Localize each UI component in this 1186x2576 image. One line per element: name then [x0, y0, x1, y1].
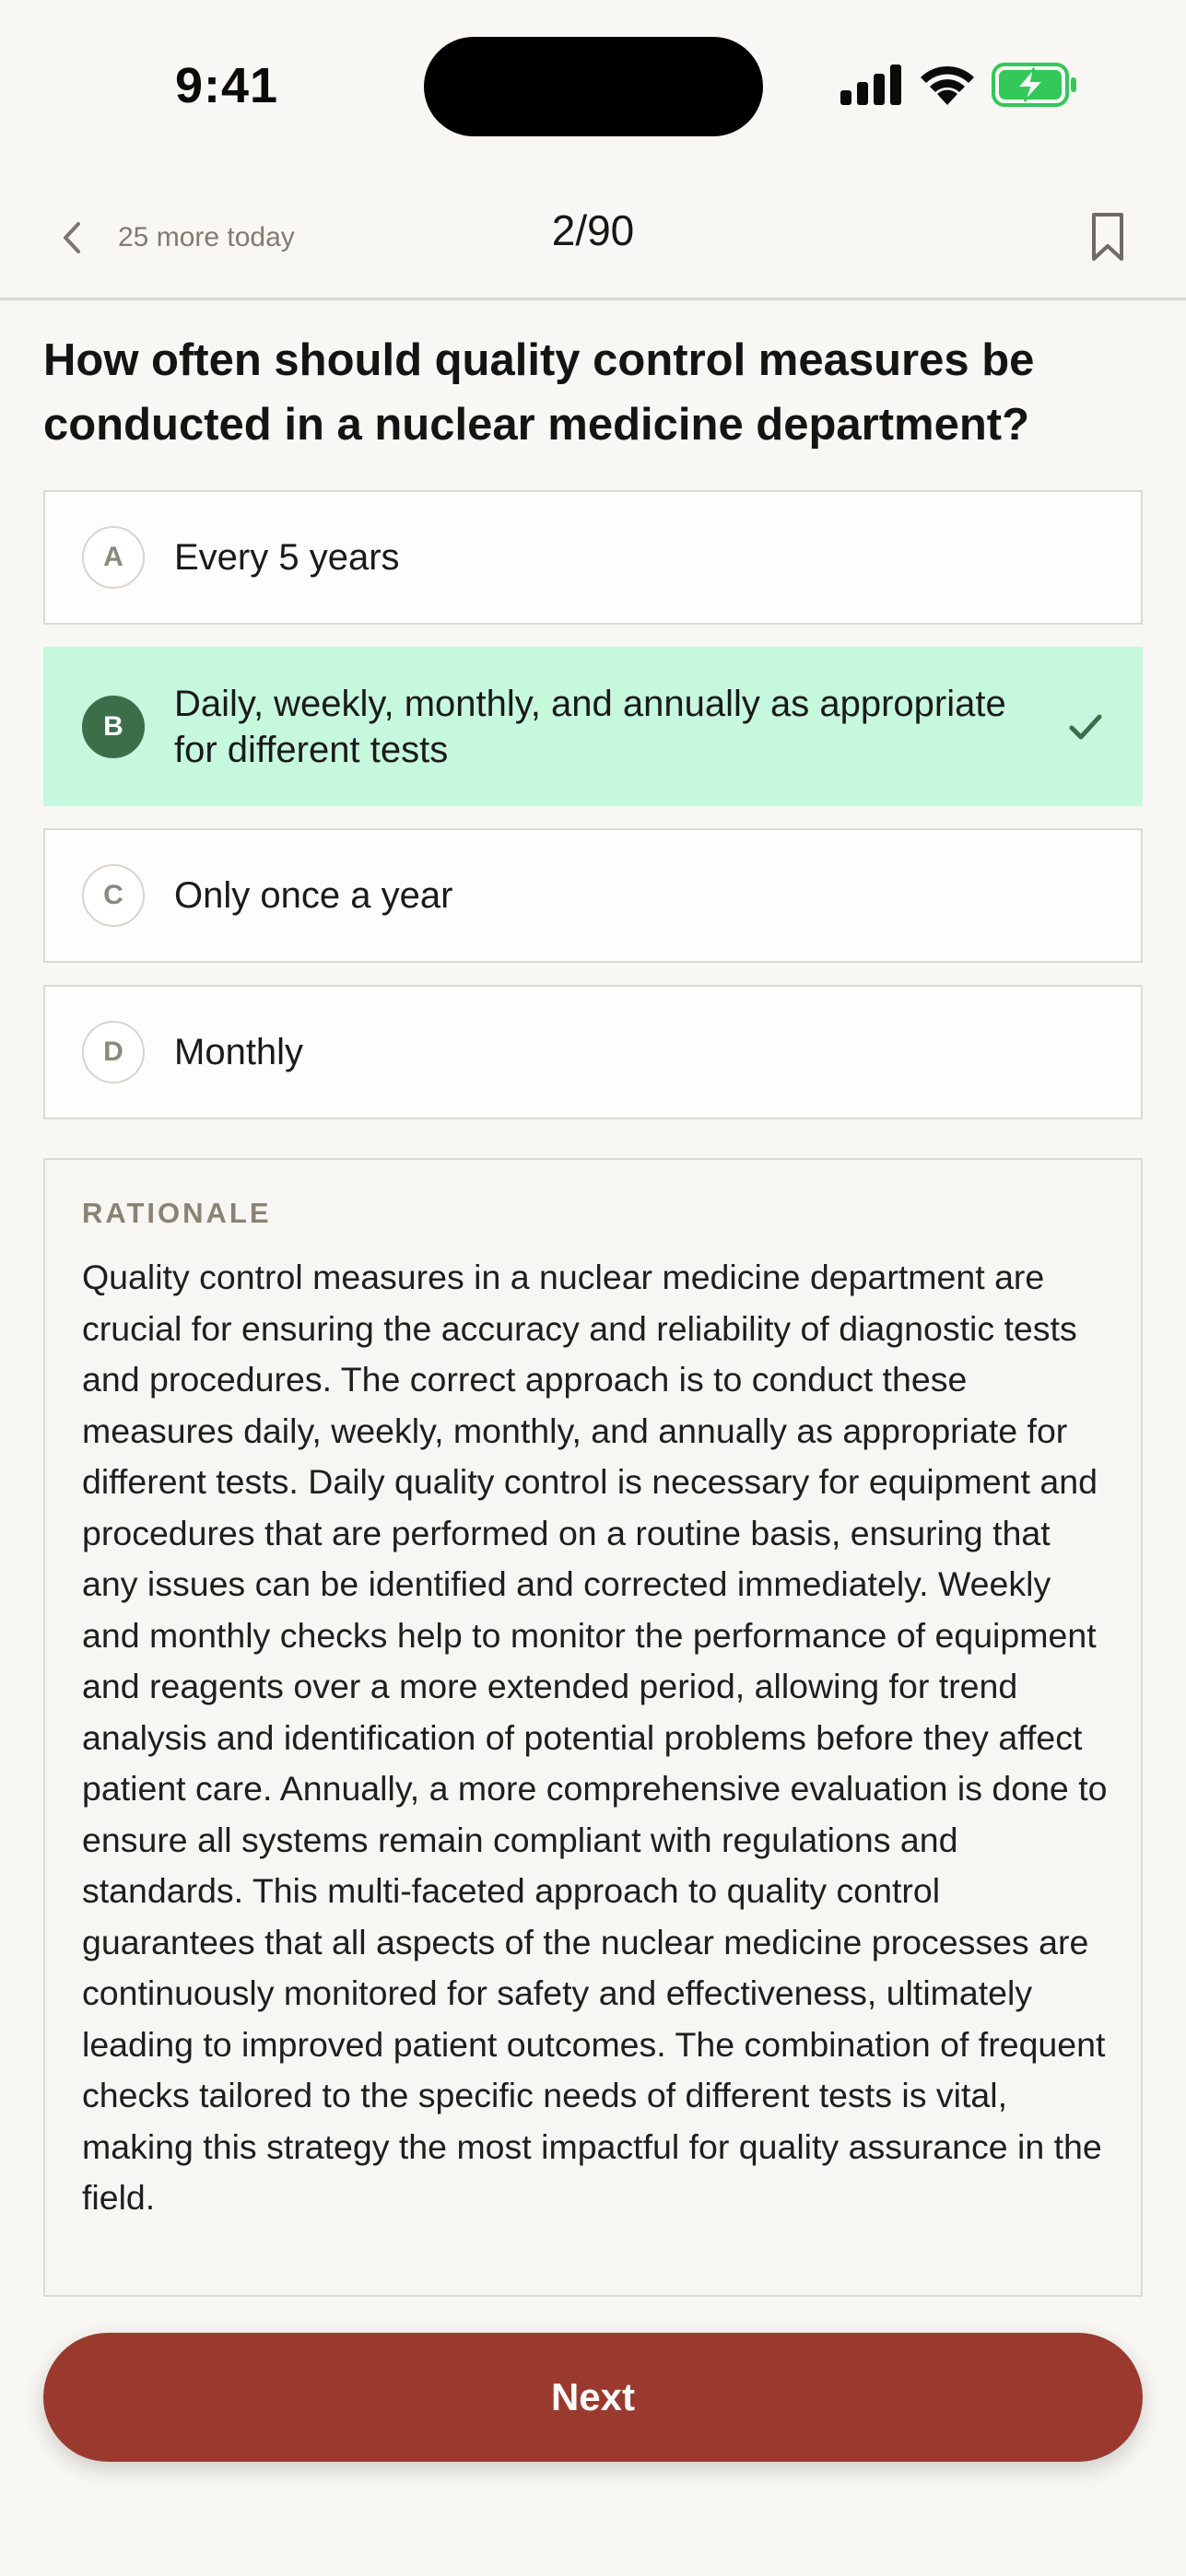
dynamic-island	[424, 37, 763, 136]
option-letter-badge: D	[82, 1021, 145, 1083]
back-button[interactable]	[48, 208, 94, 267]
question-title: How often should quality control measures be conducted in a nuclear medicine department?	[43, 335, 1035, 450]
chevron-left-icon	[60, 220, 82, 255]
progress-counter: 2/90	[551, 206, 635, 254]
remaining-today-label: 25 more today	[118, 222, 295, 252]
option-text: Daily, weekly, monthly, and annually as appropriate for different tests	[174, 683, 1006, 770]
next-button[interactable]: Next	[43, 2333, 1143, 2462]
option-text: Every 5 years	[174, 537, 400, 578]
option-letter-badge: C	[82, 864, 145, 927]
battery-charging-icon	[992, 63, 1078, 107]
bookmark-icon	[1090, 211, 1125, 263]
option-d[interactable]	[43, 985, 1143, 1119]
option-b[interactable]	[43, 647, 1143, 806]
checkmark-icon	[1069, 713, 1102, 741]
option-c[interactable]	[43, 828, 1143, 963]
rationale-heading: RATIONALE	[82, 1197, 272, 1229]
rationale-body: Quality control measures in a nuclear medicine department are crucial for ensuring the accuracy and reliability of diagnostic tests and procedures. The correct approach is to conduct these measures daily, weekly, monthly, and annually as appropriate for different tests. Daily quality control is necessary for equipment and procedures that are performed on a routine basis, ensuring that any issues can be identified and corrected immediately. Weekly and monthly checks help to monitor the performance of equipment and reagents over a more extended period, allowing for trend analysis and identification of potential problems before they affect patient care. Annually, a more comprehensive evaluation is done to ensure all systems remain compliant with regulations and standards. This multi-faceted approach to quality control guarantees that all aspects of the nuclear medicine processes are continuously monitored for safety and effectiveness, ultimately leading to improved patient outcomes. The combination of frequent checks tailored to the specific needs of different tests is vital, making this strategy the most impactful for quality assurance in the field.	[82, 1258, 1108, 2217]
signal-icon	[840, 64, 901, 105]
status-time: 9:41	[175, 58, 279, 113]
option-a[interactable]	[43, 490, 1143, 625]
bookmark-button[interactable]	[1086, 205, 1130, 269]
option-text: Monthly	[174, 1032, 304, 1072]
nav-header	[0, 175, 1186, 300]
option-letter-badge: B	[82, 696, 145, 758]
option-letter-badge: A	[82, 526, 145, 589]
rationale-panel	[43, 1158, 1143, 2297]
status-bar	[0, 0, 1186, 175]
option-text: Only once a year	[174, 875, 453, 916]
wifi-icon	[919, 59, 976, 105]
